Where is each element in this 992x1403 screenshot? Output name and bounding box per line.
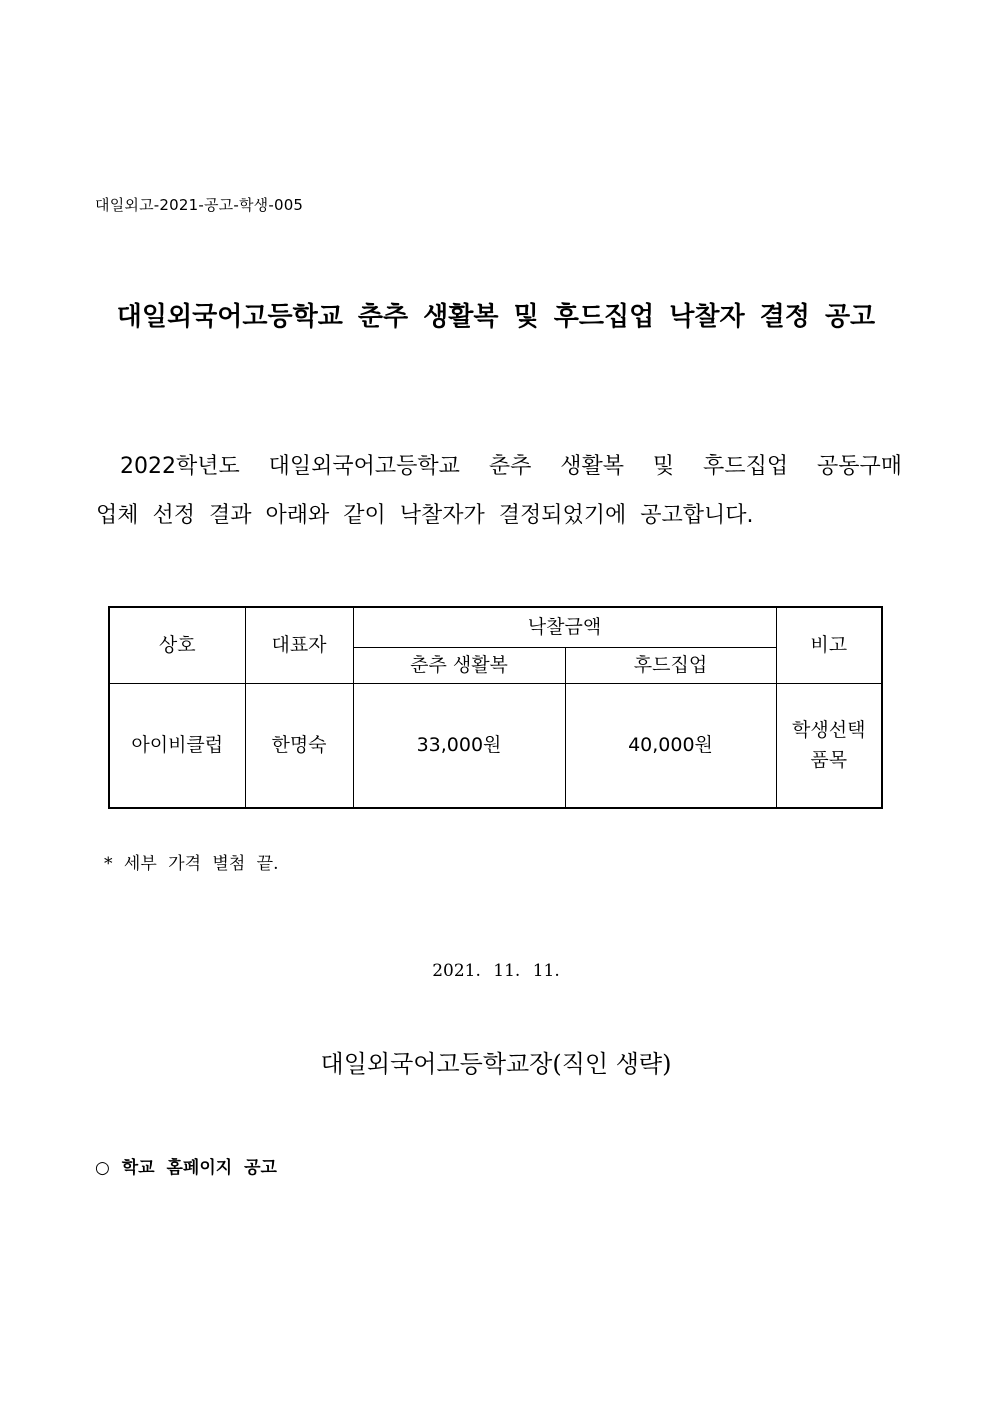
header-item-uniform: 춘추 생활복 — [353, 647, 565, 683]
body-text-line-1: 2022학년도 대일외국어고등학교 춘추 생활복 및 후드집업 공동구매 — [120, 454, 902, 479]
announcement-date: 2021. 11. 11. — [432, 961, 560, 981]
issuer-signature: 대일외국어고등학교장(직인 생략) — [320, 1050, 672, 1078]
cell-remarks — [776, 683, 882, 808]
remarks-line-2: 품목 — [810, 749, 848, 772]
cell-representative: 한명숙 — [245, 683, 353, 808]
table-row — [109, 683, 882, 808]
header-bid-amount: 낙찰금액 — [353, 607, 776, 647]
footer-note: ○ 학교 홈페이지 공고 — [95, 1158, 277, 1178]
cell-uniform-amount: 33,000원 — [353, 683, 565, 808]
document-title: 대일외국어고등학교 춘추 생활복 및 후드집업 낙찰자 결정 공고 — [116, 302, 876, 332]
body-text-line-2: 업체 선정 결과 아래와 같이 낙찰자가 결정되었기에 공고합니다. — [96, 503, 754, 528]
header-company: 상호 — [109, 607, 245, 683]
header-item-hoodie: 후드집업 — [565, 647, 776, 683]
document-number: 대일외고-2021-공고-학생-005 — [95, 196, 304, 214]
remarks-line-1: 학생선택 — [792, 718, 866, 741]
cell-company: 아이비클럽 — [109, 683, 245, 808]
cell-hoodie-amount: 40,000원 — [565, 683, 776, 808]
detail-price-note: * 세부 가격 별첨 끝. — [104, 854, 279, 874]
bid-result-table — [108, 606, 883, 809]
header-representative: 대표자 — [245, 607, 353, 683]
header-remarks: 비고 — [776, 607, 882, 683]
